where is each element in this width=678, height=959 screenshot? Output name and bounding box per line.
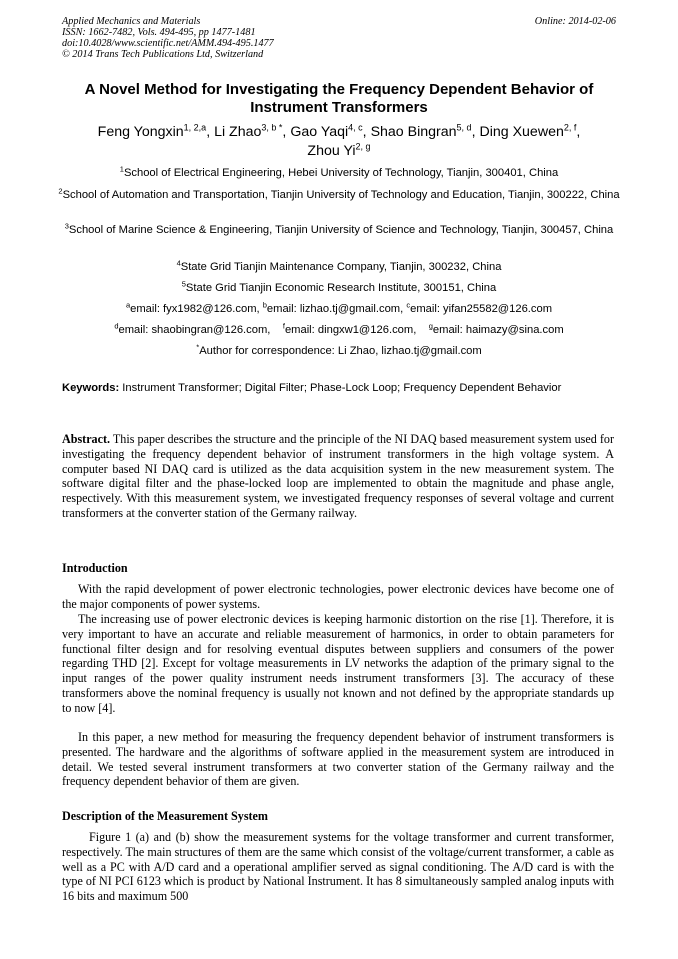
email-link[interactable]: email: shaobingran@126.com, <box>118 324 283 336</box>
email-link[interactable]: email: lizhao.tj@gmail.com, <box>266 303 407 315</box>
email-link[interactable]: email: dingxw1@126.com, <box>284 324 429 336</box>
paragraph: In this paper, a new method for measuring the frequency dependent behavior of instrument transformers is presented. The hardware and the algorithms of software applied in the measurement system are introduced in detail. We tested several instrument transformers at two converter station of the Germany railway and the frequency dependent behavior of them are given. <box>62 730 614 789</box>
affiliation: $^4$State Grid Tianjin Maintenance Company, Tianjin, 300232, China <box>176 258 502 273</box>
author: Gao Yaqi$^{4, c}$, <box>290 122 371 140</box>
section-heading-measurement-system: Description of the Measurement System <box>62 809 269 823</box>
copyright-line: © 2014 Trans Tech Publications Ltd, Switzerland <box>62 49 264 60</box>
affiliation: $^3$School of Marine Science & Engineering, Tianjin University of Science and Technology, Tianjin, 300457, China <box>64 221 614 236</box>
correspondence-line: *Author for correspondence: Li Zhao, lizhao.tj@gmail.com <box>196 342 482 357</box>
author: Zhou Yi$^{2, g}$ <box>307 141 371 159</box>
abstract-label: Abstract. <box>62 432 111 446</box>
paper-title: A Novel Method for Investigating the Frequency Dependent Behavior of Instrument Transformers <box>84 81 594 116</box>
doi-link[interactable]: doi:10.4028/www.scientific.net/AMM.494-495.1477 <box>62 38 274 49</box>
online-date: Online: 2014-02-06 <box>534 16 616 27</box>
keywords-text: Instrument Transformer; Digital Filter; Phase-Lock Loop; Frequency Dependent Behavior <box>119 382 562 394</box>
keywords <box>62 381 614 395</box>
abstract <box>62 432 614 521</box>
email-link[interactable]: email: yifan25582@126.com <box>410 303 553 315</box>
paragraph: With the rapid development of power electronic technologies, power electronic devices have become one of the major components of power systems. <box>62 582 614 611</box>
author: Ding Xuewen$^{2, f}$, <box>479 122 581 140</box>
paragraph: The increasing use of power electronic devices is keeping harmonic distortion on the rise [1]. Therefore, it is very important to have an accurate and reliable measurement of harmonics, in order to obtain parameters for functional filter design and for resolving eventual disputes between suppliers and consumers of the power regarding THD [2]. Except for voltage measurements in LV networks the adaption of the primary signal to the input ranges of the power quality instrument needs instrument transformers [3]. The accuracy of these transformers above the nominal frequency is usually not known and not defined by the appropriate standards up to now [4]. <box>62 612 614 715</box>
section-heading-introduction: Introduction <box>62 561 128 575</box>
affiliation: $^1$School of Electrical Engineering, Hebei University of Technology, Tianjin, 300401, China <box>119 164 559 179</box>
author-list <box>50 123 628 161</box>
keywords-label: Keywords: <box>62 382 120 394</box>
author: Feng Yongxin$^{1, 2,a}$, <box>97 122 215 140</box>
journal-name: Applied Mechanics and Materials <box>62 16 201 27</box>
paragraph: Figure 1 (a) and (b) show the measurement systems for the voltage transformer and current transformer, respectively. The main structures of them are the same which consist of the voltage/current transformer, a cable as well as a PC with A/D card and a operational amplifier served as signal conditioning. The A/D card is with the type of NI PCI 6123 which is product by National Instrument. It has 8 simultaneously sampled analog inputs with 16 bits and maximum 500 <box>62 830 614 903</box>
email-link[interactable]: email: haimazy@sina.com <box>432 324 564 336</box>
affiliation: $^2$School of Automation and Transportation, Tianjin University of Technology and Education, Tianjin, 300222, China <box>58 186 620 201</box>
author: Li Zhao$^{3, b *}$, <box>214 122 291 140</box>
email-line: $^d$email: shaobingran@126.com, $^f$email: dingxw1@126.com, $^g$email: haimazy@sina.com <box>114 321 564 336</box>
affiliation: $^5$State Grid Tianjin Economic Research Institute, 300151, China <box>181 279 497 294</box>
journal-issn: ISSN: 1662-7482, Vols. 494-495, pp 1477-1481 <box>62 27 256 38</box>
email-line: $^a$email: fyx1982@126.com, $^b$email: lizhao.tj@gmail.com, $^c$email: yifan25582@126.com <box>125 300 553 315</box>
author: Shao Bingran$^{5, d}$, <box>370 122 480 140</box>
abstract-text: This paper describes the structure and the principle of the NI DAQ based measurement system used for investigating the frequency dependent behavior of instrument transformers in the high voltage system. A computer based NI DAQ card is utilized as the data acquisition system in the new measurement system. The software digital filter and the phase-locked loop are implemented to obtain the magnitude and phase angle, respectively. With this measurement system, we investigated frequency responses of several voltage and current transformers at the converter station of the Germany railway. <box>62 432 614 520</box>
email-link[interactable]: email: fyx1982@126.com, <box>130 303 263 315</box>
